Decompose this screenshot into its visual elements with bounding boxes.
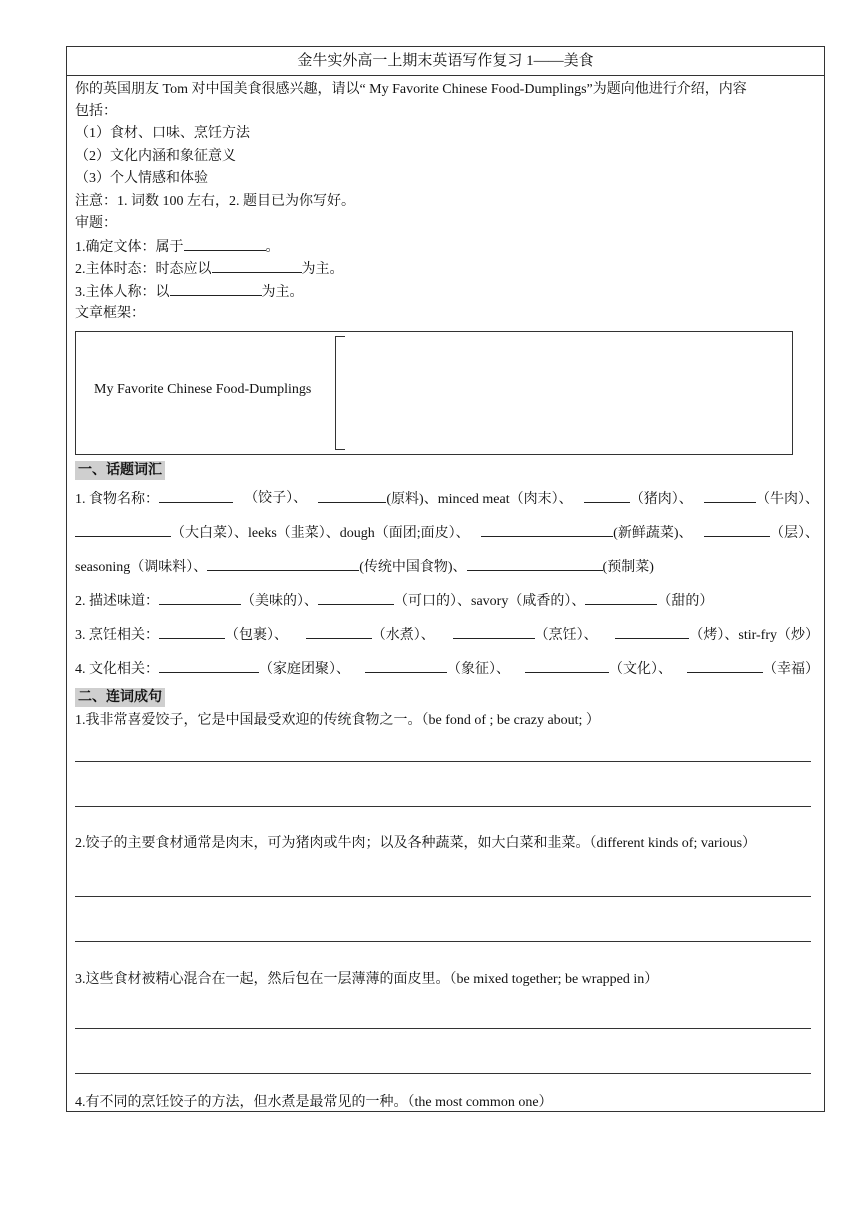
vocab-text: (预制菜)	[602, 560, 654, 575]
vocab-text: （美味的）、	[241, 594, 318, 609]
sentence-prompt-2: 2.饺子的主要食材通常是肉末，可为猪肉或牛肉；以及各种蔬菜，如大白菜和韭菜。（different kinds of; various）	[75, 836, 757, 851]
fill-blank[interactable]	[159, 488, 233, 503]
vocab-row-5	[75, 624, 819, 647]
answer-line[interactable]	[75, 806, 811, 807]
section1-heading: 一、话题词汇	[75, 461, 165, 480]
review-q3-prefix: 3.主体人称：以	[75, 285, 170, 300]
fill-blank[interactable]	[704, 488, 756, 503]
fill-blank[interactable]	[318, 590, 394, 605]
vocab-text: （水煮）、	[371, 628, 435, 643]
review-label: 审题：	[75, 216, 117, 231]
vocab-text: seasoning（调味料）、	[75, 560, 208, 575]
vocab-text: (传统中国食物)、	[359, 560, 467, 575]
vocab-text: （牛肉）、	[756, 492, 819, 507]
vocab-label: 2. 描述味道：	[75, 594, 159, 609]
fill-blank[interactable]	[704, 522, 770, 537]
vocab-text: （象征）、	[447, 662, 510, 677]
prompt-point-1: （1）食材、口味、烹饪方法	[75, 126, 250, 141]
vocab-text: （文化）、	[609, 662, 672, 677]
answer-line[interactable]	[75, 896, 811, 897]
vocab-text: （可口的）、savory（咸香的）、	[394, 594, 586, 609]
vocab-text: （烹饪）、	[534, 628, 598, 643]
framework-bracket	[335, 336, 345, 450]
answer-line[interactable]	[75, 1028, 811, 1029]
fill-blank[interactable]	[687, 658, 763, 673]
sentence-prompt-3: 3.这些食材被精心混合在一起，然后包在一层薄薄的面皮里。（be mixed together; be wrapped in）	[75, 972, 659, 987]
prompt-intro-line2: 包括：	[75, 104, 117, 119]
fill-blank[interactable]	[365, 658, 447, 673]
prompt-note: 注意：1. 词数 100 左右，2. 题目已为你写好。	[75, 194, 355, 209]
review-q3-suffix: 为主。	[261, 285, 304, 300]
fill-blank[interactable]	[318, 488, 386, 503]
sentence-prompt-4: 4.有不同的烹饪饺子的方法，但水煮是最常见的一种。（the most common one）	[75, 1095, 553, 1110]
fill-blank[interactable]	[159, 624, 225, 639]
vocab-text: （甜的）	[657, 594, 714, 609]
section2-heading: 二、连词成句	[75, 688, 165, 707]
framework-title: My Favorite Chinese Food-Dumplings	[94, 382, 312, 397]
vocab-row-6	[75, 658, 819, 681]
prompt-intro-line1: 你的英国朋友 Tom 对中国美食很感兴趣，请以“ My Favorite Chinese Food-Dumplings”为题向他进行介绍，内容	[75, 82, 747, 97]
vocab-text: （猪肉）、	[629, 492, 693, 507]
fill-blank[interactable]	[159, 590, 241, 605]
vocab-text: (新鲜蔬菜)、	[613, 526, 693, 541]
fill-blank[interactable]	[585, 590, 657, 605]
fill-blank[interactable]	[207, 556, 359, 571]
vocab-text: （层）、	[769, 526, 819, 541]
fill-blank[interactable]	[159, 658, 259, 673]
fill-blank[interactable]	[467, 556, 603, 571]
vocab-text: （包裹）、	[225, 628, 288, 643]
fill-blank[interactable]	[615, 624, 689, 639]
review-q1-prefix: 1.确定文体：属于	[75, 240, 184, 255]
vocab-text: （烤）、stir-fry（炒）	[689, 628, 819, 643]
review-q1-suffix: 。	[265, 240, 280, 255]
fill-blank[interactable]	[525, 658, 609, 673]
review-question-2	[75, 258, 344, 281]
vocab-text: (原料)、minced meat（肉末）、	[386, 492, 573, 507]
worksheet-title: 金牛实外高一上期末英语写作复习 1——美食	[67, 47, 824, 76]
fill-blank[interactable]	[481, 522, 613, 537]
vocab-text: （家庭团聚）、	[259, 662, 350, 677]
vocab-row-1	[75, 488, 819, 511]
answer-line[interactable]	[75, 941, 811, 942]
answer-line[interactable]	[75, 1073, 811, 1074]
review-question-1	[75, 236, 280, 259]
vocab-label: 1. 食物名称：	[75, 492, 159, 507]
vocab-label: 4. 文化相关：	[75, 662, 159, 677]
answer-line[interactable]	[75, 761, 811, 762]
sentence-prompt-1: 1.我非常喜爱饺子，它是中国最受欢迎的传统食物之一。（be fond of ; be crazy about; ）	[75, 713, 600, 728]
framework-box[interactable]	[75, 331, 793, 455]
review-question-3	[75, 281, 304, 304]
fill-blank[interactable]	[306, 624, 372, 639]
vocab-row-2	[75, 522, 819, 545]
vocab-text: （饺子）、	[244, 491, 308, 506]
review-q2-suffix: 为主。	[301, 262, 344, 277]
fill-blank[interactable]	[212, 258, 302, 273]
vocab-label: 3. 烹饪相关：	[75, 628, 159, 643]
vocab-text: （幸福）	[763, 662, 819, 677]
prompt-point-3: （3）个人情感和体验	[75, 171, 208, 186]
fill-blank[interactable]	[184, 236, 266, 251]
fill-blank[interactable]	[584, 488, 630, 503]
worksheet-table	[66, 46, 825, 1112]
framework-label: 文章框架：	[75, 306, 145, 321]
fill-blank[interactable]	[75, 522, 171, 537]
fill-blank[interactable]	[170, 281, 262, 296]
vocab-text: （大白菜）、leeks（韭菜）、dough（面团;面皮）、	[171, 526, 470, 541]
review-q2-prefix: 2.主体时态：时态应以	[75, 262, 212, 277]
vocab-row-3	[75, 556, 819, 579]
fill-blank[interactable]	[453, 624, 535, 639]
prompt-point-2: （2）文化内涵和象征意义	[75, 149, 236, 164]
vocab-row-4	[75, 590, 819, 613]
